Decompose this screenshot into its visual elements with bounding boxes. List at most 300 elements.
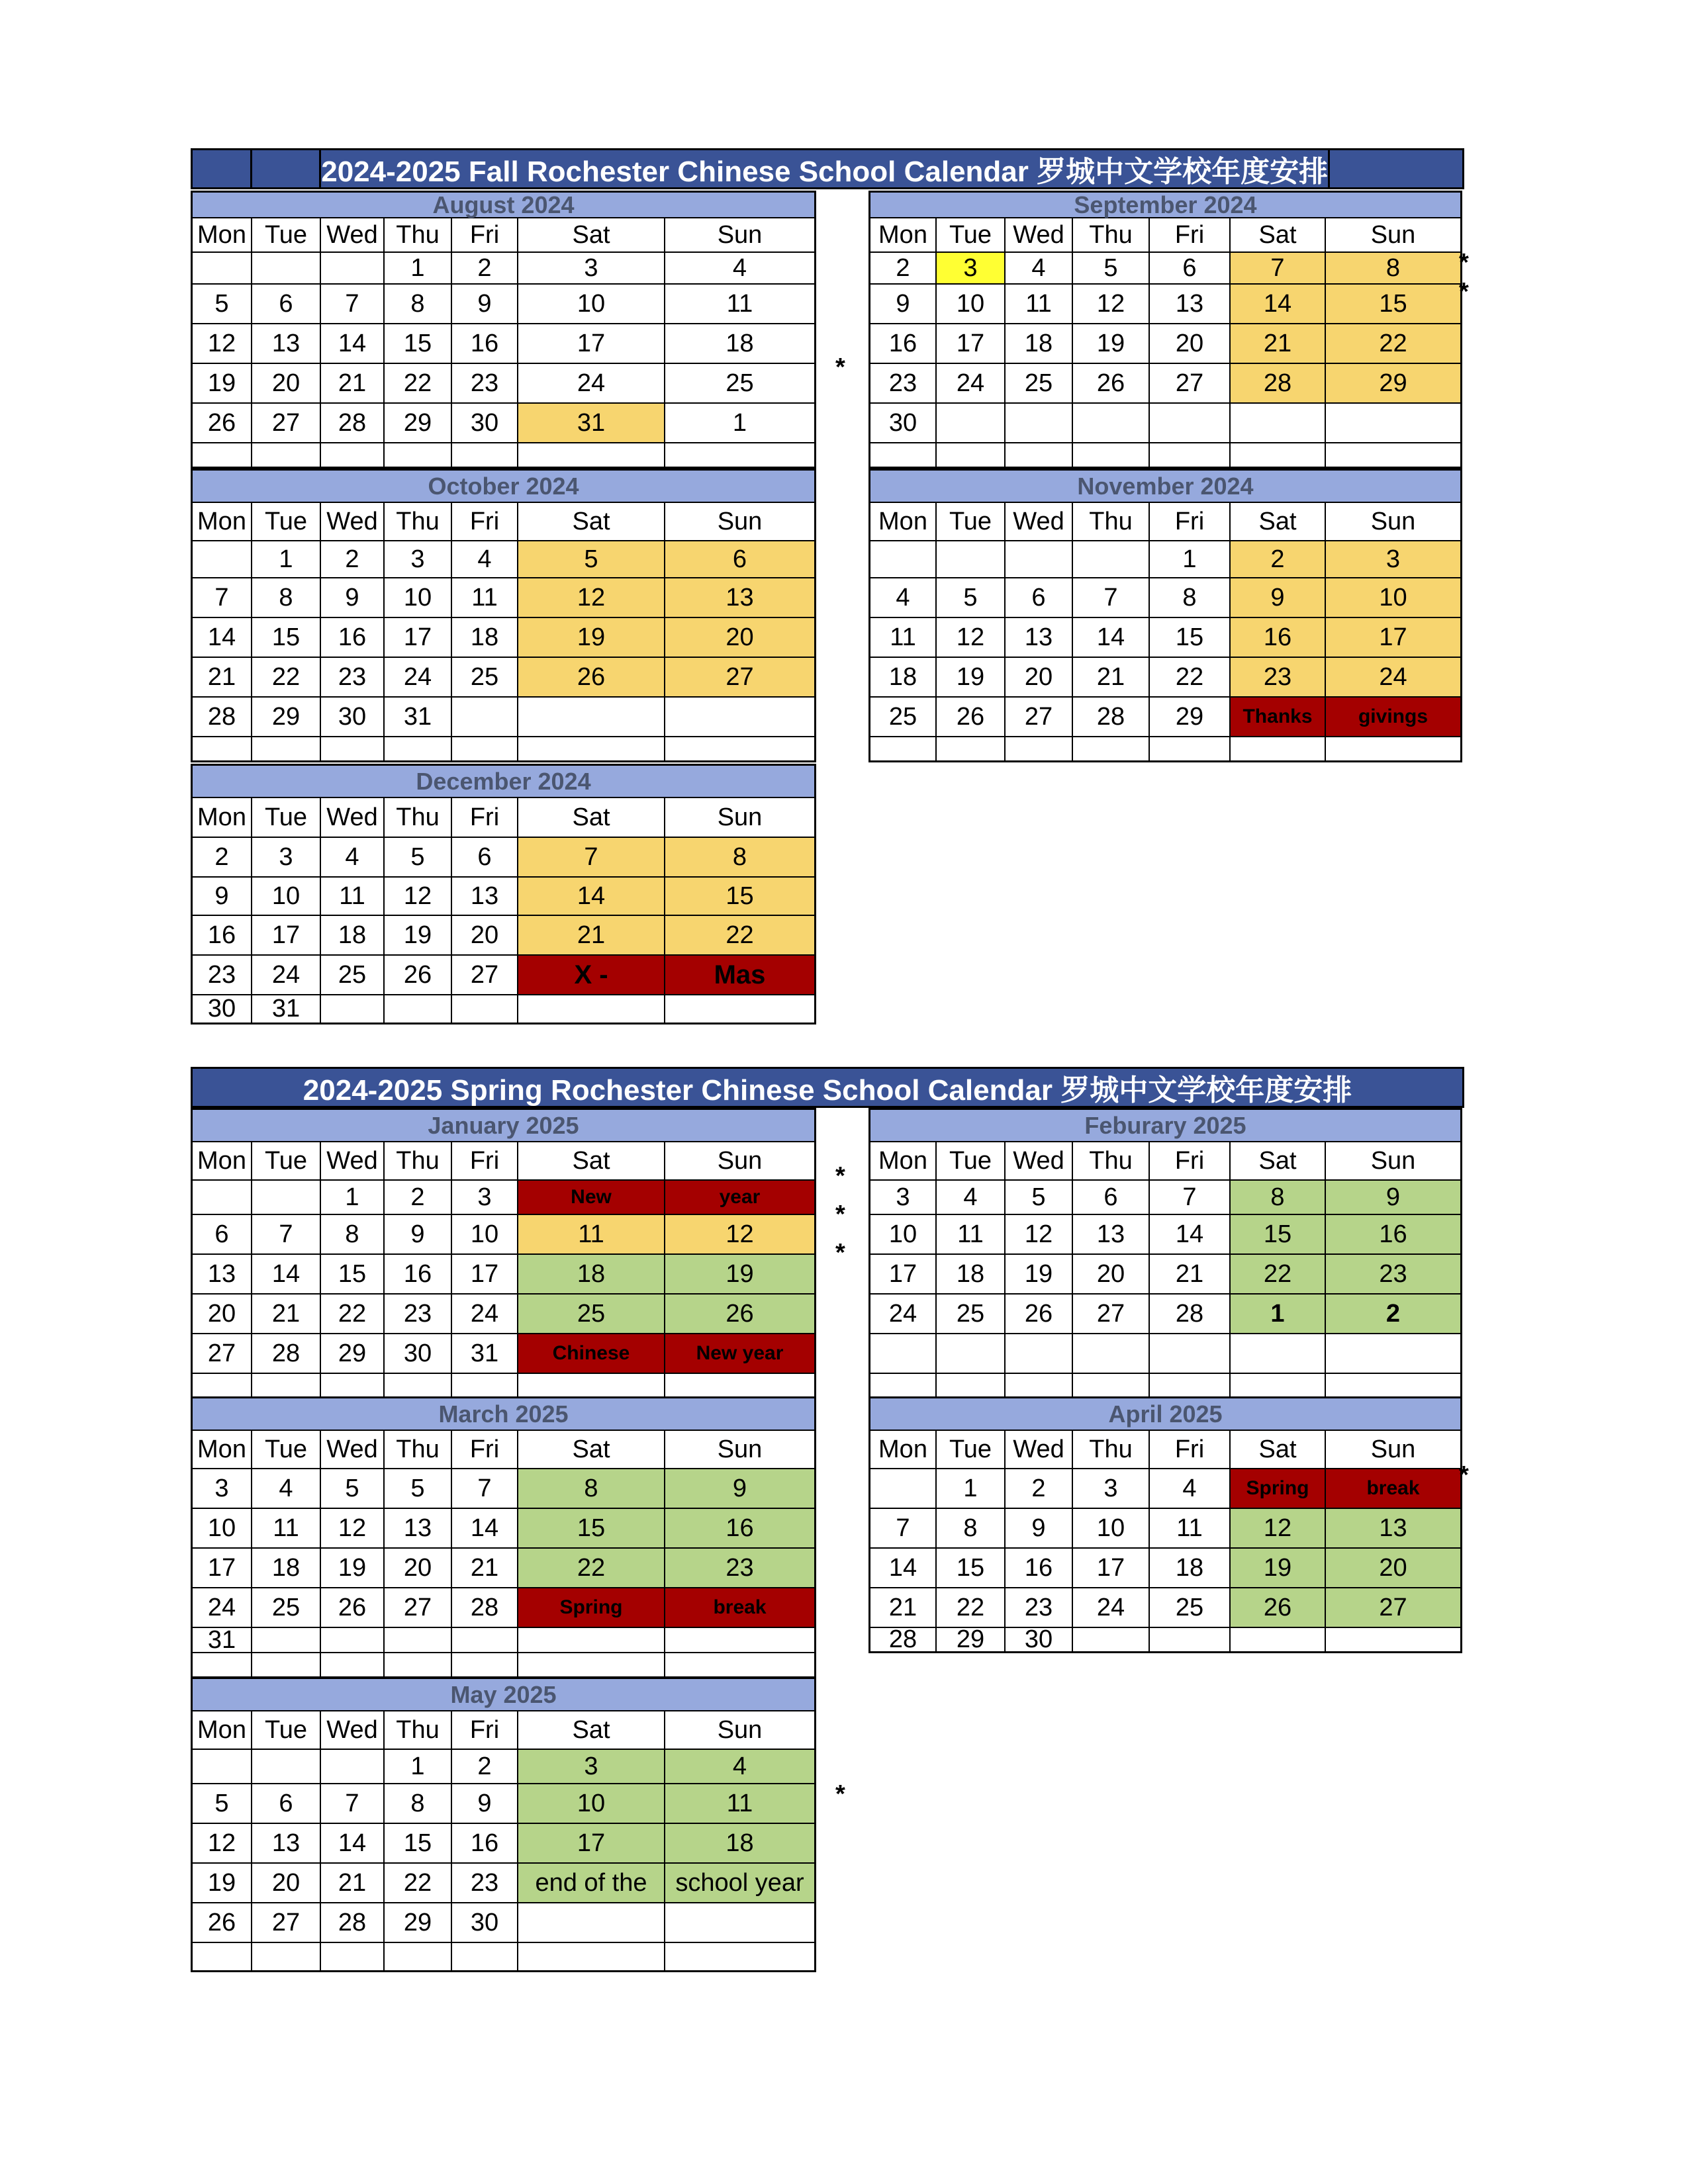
calendar-day-cell: 24 [1326, 658, 1462, 698]
empty-cell [1150, 737, 1231, 762]
empty-cell [252, 253, 321, 285]
empty-cell [1073, 1334, 1150, 1374]
empty-cell [252, 737, 321, 762]
calendar-day-cell: 8 [1231, 1181, 1326, 1215]
day-header-thu: Thu [385, 218, 452, 253]
calendar-day-cell: 7 [1231, 253, 1326, 285]
empty-cell [518, 443, 665, 469]
calendar-day-cell: 6 [252, 1784, 321, 1824]
calendar-day-cell: 28 [1150, 1295, 1231, 1334]
asterisk-note: * [835, 1201, 845, 1228]
calendar-day-cell: 6 [665, 541, 816, 578]
calendar-day-cell: 30 [452, 1903, 518, 1943]
calendar-day-cell: 16 [1006, 1549, 1073, 1588]
calendar-day-cell: year [665, 1181, 816, 1215]
day-header-sat: Sat [518, 503, 665, 541]
calendar-day-cell: 6 [193, 1215, 252, 1255]
calendar-day-cell: 1 [385, 253, 452, 285]
calendar-day-cell: 7 [870, 1509, 937, 1549]
calendar-day-cell: 23 [193, 956, 252, 995]
calendar-day-cell: 30 [385, 1334, 452, 1374]
calendar-day-cell: 19 [518, 618, 665, 658]
day-header-thu: Thu [1073, 218, 1150, 253]
empty-cell [665, 443, 816, 469]
empty-cell [452, 698, 518, 737]
empty-cell [1326, 443, 1462, 469]
day-header-tue: Tue [937, 218, 1006, 253]
day-header-mon: Mon [193, 798, 252, 838]
calendar-day-cell: 25 [321, 956, 385, 995]
calendar-day-cell: 19 [321, 1549, 385, 1588]
calendar-day-cell: 20 [1006, 658, 1073, 698]
calendar-day-cell: 20 [1326, 1549, 1462, 1588]
calendar-day-cell: 9 [452, 285, 518, 324]
calendar-day-cell: Chinese [518, 1334, 665, 1374]
calendar-day-cell: 26 [665, 1295, 816, 1334]
day-header-fri: Fri [452, 503, 518, 541]
calendar-day-cell: 3 [193, 1469, 252, 1509]
calendar-day-cell: 14 [518, 878, 665, 916]
empty-cell [1326, 737, 1462, 762]
empty-cell [937, 541, 1006, 578]
calendar-day-cell: 6 [1150, 253, 1231, 285]
calendar-day-cell: 20 [1150, 324, 1231, 364]
day-header-sun: Sun [665, 798, 816, 838]
calendar-day-cell: 23 [1326, 1255, 1462, 1295]
empty-cell [193, 1943, 252, 1972]
calendar-day-cell: 28 [252, 1334, 321, 1374]
calendar-day-cell: 7 [452, 1469, 518, 1509]
calendar-day-cell: 18 [452, 618, 518, 658]
calendar-day-cell: 25 [870, 698, 937, 737]
calendar-day-cell: 5 [385, 1469, 452, 1509]
empty-cell [870, 1469, 937, 1509]
calendar-day-cell: 28 [870, 1628, 937, 1653]
calendar-day-cell: 15 [518, 1509, 665, 1549]
calendar-day-cell: 2 [1326, 1295, 1462, 1334]
calendar-day-cell: 29 [252, 698, 321, 737]
calendar-day-cell: 20 [385, 1549, 452, 1588]
month-grid [868, 218, 1462, 469]
day-header-wed: Wed [1006, 1142, 1073, 1181]
asterisk-note: * [1459, 1461, 1469, 1489]
day-header-sat: Sat [1231, 503, 1326, 541]
calendar-day-cell: 11 [870, 618, 937, 658]
calendar-day-cell: 18 [252, 1549, 321, 1588]
empty-cell [937, 443, 1006, 469]
calendar-day-cell: 19 [1231, 1549, 1326, 1588]
calendar-day-cell: 3 [870, 1181, 937, 1215]
day-header-thu: Thu [1073, 1431, 1150, 1469]
calendar-day-cell: 12 [665, 1215, 816, 1255]
empty-cell [665, 1943, 816, 1972]
calendar-day-cell: 20 [665, 618, 816, 658]
empty-cell [1231, 1374, 1326, 1399]
empty-cell [252, 443, 321, 469]
calendar-day-cell: 14 [452, 1509, 518, 1549]
day-header-sat: Sat [1231, 218, 1326, 253]
calendar-day-cell: 8 [252, 578, 321, 618]
calendar-day-cell: 12 [321, 1509, 385, 1549]
calendar-day-cell: 29 [1150, 698, 1231, 737]
calendar-day-cell: 4 [665, 253, 816, 285]
title-bar-left-cell [193, 150, 252, 187]
empty-cell [385, 737, 452, 762]
calendar-day-cell: 6 [452, 838, 518, 878]
day-header-sun: Sun [665, 1431, 816, 1469]
calendar-day-cell: 4 [452, 541, 518, 578]
calendar-day-cell: 31 [385, 698, 452, 737]
calendar-day-cell: 21 [252, 1295, 321, 1334]
empty-cell [252, 1628, 321, 1653]
calendar-day-cell: 13 [452, 878, 518, 916]
empty-cell [518, 698, 665, 737]
calendar-day-cell: 9 [321, 578, 385, 618]
calendar-day-cell: 13 [1006, 618, 1073, 658]
day-header-fri: Fri [1150, 1142, 1231, 1181]
month-title: October 2024 [191, 469, 816, 503]
empty-cell [321, 1374, 385, 1399]
calendar-day-cell: 22 [252, 658, 321, 698]
calendar-day-cell: 30 [321, 698, 385, 737]
month-grid [191, 218, 816, 469]
empty-cell [321, 253, 385, 285]
empty-cell [252, 1374, 321, 1399]
empty-cell [1006, 737, 1073, 762]
day-header-tue: Tue [252, 503, 321, 541]
empty-cell [518, 737, 665, 762]
calendar-day-cell: 21 [518, 916, 665, 956]
empty-cell [385, 443, 452, 469]
calendar-day-cell: 2 [452, 1750, 518, 1784]
calendar-day-cell: 12 [193, 324, 252, 364]
calendar-day-cell: 8 [518, 1469, 665, 1509]
calendar-day-cell: 14 [1073, 618, 1150, 658]
empty-cell [665, 1903, 816, 1943]
calendar-day-cell: 1 [385, 1750, 452, 1784]
day-header-mon: Mon [193, 503, 252, 541]
calendar-day-cell: 11 [1006, 285, 1073, 324]
calendar-day-cell: 29 [937, 1628, 1006, 1653]
title-bar-left-cell [252, 150, 321, 187]
calendar-day-cell: 9 [385, 1215, 452, 1255]
calendar-day-cell: 18 [1006, 324, 1073, 364]
calendar-day-cell: 15 [252, 618, 321, 658]
calendar-day-cell: 27 [385, 1588, 452, 1628]
empty-cell [321, 443, 385, 469]
empty-cell [1231, 404, 1326, 443]
calendar-day-cell: 17 [518, 324, 665, 364]
month-block [191, 1108, 816, 1399]
calendar-day-cell: 16 [321, 618, 385, 658]
calendar-day-cell: 26 [937, 698, 1006, 737]
calendar-day-cell: 17 [870, 1255, 937, 1295]
calendar-day-cell: 21 [1150, 1255, 1231, 1295]
calendar-day-cell: 6 [1073, 1181, 1150, 1215]
day-header-wed: Wed [321, 1142, 385, 1181]
day-header-mon: Mon [193, 1142, 252, 1181]
month-grid [191, 1142, 816, 1399]
empty-cell [193, 1181, 252, 1215]
calendar-day-cell: 15 [937, 1549, 1006, 1588]
calendar-day-cell: 5 [1006, 1181, 1073, 1215]
month-block [868, 1108, 1462, 1399]
calendar-day-cell: 21 [870, 1588, 937, 1628]
calendar-day-cell: 10 [937, 285, 1006, 324]
calendar-day-cell: 22 [665, 916, 816, 956]
calendar-day-cell: 3 [1326, 541, 1462, 578]
calendar-day-cell: 19 [193, 1864, 252, 1903]
calendar-day-cell: 30 [1006, 1628, 1073, 1653]
empty-cell [321, 1943, 385, 1972]
calendar-day-cell: 25 [1150, 1588, 1231, 1628]
day-header-fri: Fri [1150, 503, 1231, 541]
day-header-wed: Wed [1006, 1431, 1073, 1469]
calendar-day-cell: 13 [1073, 1215, 1150, 1255]
empty-cell [385, 995, 452, 1024]
calendar-day-cell: 3 [252, 838, 321, 878]
calendar-day-cell: 23 [1006, 1588, 1073, 1628]
day-header-sun: Sun [665, 1142, 816, 1181]
calendar-day-cell: 12 [385, 878, 452, 916]
day-header-tue: Tue [252, 1142, 321, 1181]
calendar-day-cell: 28 [1231, 364, 1326, 404]
calendar-day-cell: 22 [1231, 1255, 1326, 1295]
empty-cell [252, 1181, 321, 1215]
calendar-day-cell: 5 [321, 1469, 385, 1509]
day-header-sun: Sun [665, 1711, 816, 1750]
empty-cell [452, 1943, 518, 1972]
calendar-day-cell: 18 [665, 324, 816, 364]
day-header-sat: Sat [1231, 1142, 1326, 1181]
calendar-day-cell: 26 [321, 1588, 385, 1628]
calendar-day-cell: 24 [252, 956, 321, 995]
month-block [868, 469, 1462, 762]
empty-cell [452, 1628, 518, 1653]
calendar-day-cell: New [518, 1181, 665, 1215]
calendar-day-cell: 8 [385, 1784, 452, 1824]
calendar-day-cell: 9 [1326, 1181, 1462, 1215]
calendar-day-cell: 17 [193, 1549, 252, 1588]
calendar-day-cell: 11 [665, 285, 816, 324]
day-header-sun: Sun [1326, 503, 1462, 541]
month-title: November 2024 [868, 469, 1462, 503]
asterisk-note: * [835, 1239, 845, 1267]
calendar-day-cell: 14 [321, 1824, 385, 1864]
empty-cell [452, 1653, 518, 1678]
calendar-day-cell: 25 [252, 1588, 321, 1628]
month-grid [191, 1431, 816, 1678]
calendar-day-cell: 21 [321, 1864, 385, 1903]
calendar-day-cell: 12 [1073, 285, 1150, 324]
calendar-day-cell: 7 [252, 1215, 321, 1255]
calendar-day-cell: 15 [385, 1824, 452, 1864]
empty-cell [518, 1374, 665, 1399]
empty-cell [193, 1374, 252, 1399]
empty-cell [385, 1374, 452, 1399]
calendar-day-cell: 18 [518, 1255, 665, 1295]
day-header-sat: Sat [518, 1431, 665, 1469]
month-grid [868, 1431, 1462, 1653]
calendar-day-cell: 24 [937, 364, 1006, 404]
empty-cell [1231, 1334, 1326, 1374]
calendar-day-cell: 26 [385, 956, 452, 995]
empty-cell [870, 737, 937, 762]
month-title: May 2025 [191, 1677, 816, 1711]
calendar-day-cell: 25 [937, 1295, 1006, 1334]
empty-cell [193, 1750, 252, 1784]
day-header-tue: Tue [252, 798, 321, 838]
empty-cell [1150, 1628, 1231, 1653]
calendar-day-cell: 12 [937, 618, 1006, 658]
day-header-mon: Mon [870, 1431, 937, 1469]
calendar-day-cell: 19 [1006, 1255, 1073, 1295]
calendar-day-cell: 10 [1073, 1509, 1150, 1549]
empty-cell [193, 737, 252, 762]
calendar-day-cell: 13 [193, 1255, 252, 1295]
calendar-day-cell: 7 [1073, 578, 1150, 618]
empty-cell [665, 737, 816, 762]
calendar-day-cell: 17 [1073, 1549, 1150, 1588]
empty-cell [1231, 737, 1326, 762]
empty-cell [1231, 443, 1326, 469]
calendar-day-cell: 13 [1326, 1509, 1462, 1549]
day-header-fri: Fri [1150, 218, 1231, 253]
calendar-day-cell: 21 [1231, 324, 1326, 364]
calendar-day-cell: 19 [665, 1255, 816, 1295]
asterisk-note: * [835, 1162, 845, 1190]
empty-cell [665, 1653, 816, 1678]
calendar-day-cell: 1 [1231, 1295, 1326, 1334]
calendar-day-cell: 19 [1073, 324, 1150, 364]
calendar-day-cell: 4 [1006, 253, 1073, 285]
calendar-day-cell: 8 [321, 1215, 385, 1255]
calendar-day-cell: 4 [870, 578, 937, 618]
calendar-day-cell: 13 [1150, 285, 1231, 324]
calendar-day-cell: 21 [321, 364, 385, 404]
calendar-day-cell: 17 [452, 1255, 518, 1295]
calendar-day-cell: school year [665, 1864, 816, 1903]
calendar-day-cell: 12 [518, 578, 665, 618]
day-header-mon: Mon [870, 218, 937, 253]
day-header-sun: Sun [665, 503, 816, 541]
day-header-tue: Tue [937, 503, 1006, 541]
calendar-day-cell: 15 [1231, 1215, 1326, 1255]
day-header-fri: Fri [452, 1142, 518, 1181]
calendar-day-cell: 2 [321, 541, 385, 578]
calendar-day-cell: 17 [385, 618, 452, 658]
empty-cell [665, 1374, 816, 1399]
calendar-day-cell: 31 [452, 1334, 518, 1374]
spring-title-bar [191, 1067, 1464, 1108]
empty-cell [252, 1750, 321, 1784]
calendar-day-cell: 26 [1231, 1588, 1326, 1628]
empty-cell [193, 253, 252, 285]
calendar-day-cell: 13 [252, 1824, 321, 1864]
month-title: January 2025 [191, 1108, 816, 1142]
empty-cell [1006, 1374, 1073, 1399]
calendar-day-cell: 8 [385, 285, 452, 324]
calendar-day-cell: 15 [385, 324, 452, 364]
calendar-day-cell: Thanks [1231, 698, 1326, 737]
empty-cell [870, 541, 937, 578]
day-header-tue: Tue [252, 218, 321, 253]
calendar-day-cell: 27 [1150, 364, 1231, 404]
calendar-day-cell: 15 [321, 1255, 385, 1295]
calendar-day-cell: 13 [252, 324, 321, 364]
calendar-day-cell: 2 [385, 1181, 452, 1215]
month-title: August 2024 [191, 191, 816, 218]
calendar-day-cell: 17 [518, 1824, 665, 1864]
calendar-day-cell: 14 [321, 324, 385, 364]
month-grid [191, 1711, 816, 1972]
empty-cell [1326, 1628, 1462, 1653]
empty-cell [385, 1628, 452, 1653]
calendar-day-cell: 31 [518, 404, 665, 443]
asterisk-note: * [835, 1780, 845, 1808]
empty-cell [452, 1374, 518, 1399]
calendar-day-cell: 24 [518, 364, 665, 404]
calendar-day-cell: 17 [937, 324, 1006, 364]
calendar-day-cell: 23 [321, 658, 385, 698]
empty-cell [870, 1374, 937, 1399]
day-header-wed: Wed [321, 1431, 385, 1469]
empty-cell [1006, 1334, 1073, 1374]
month-block [191, 469, 816, 762]
empty-cell [518, 1628, 665, 1653]
calendar-day-cell: 3 [937, 253, 1006, 285]
day-header-fri: Fri [452, 1711, 518, 1750]
calendar-day-cell: 15 [665, 878, 816, 916]
calendar-day-cell: 7 [321, 285, 385, 324]
calendar-day-cell: 25 [1006, 364, 1073, 404]
calendar-day-cell: 2 [870, 253, 937, 285]
calendar-day-cell: 30 [452, 404, 518, 443]
month-grid [868, 503, 1462, 762]
calendar-day-cell: New year [665, 1334, 816, 1374]
empty-cell [937, 1374, 1006, 1399]
day-header-sun: Sun [1326, 1431, 1462, 1469]
calendar-day-cell: 15 [1150, 618, 1231, 658]
calendar-day-cell: 6 [252, 285, 321, 324]
calendar-day-cell: 30 [870, 404, 937, 443]
calendar-day-cell: 7 [518, 838, 665, 878]
month-title: December 2024 [191, 764, 816, 798]
calendar-day-cell: 29 [1326, 364, 1462, 404]
month-block [191, 1396, 816, 1678]
day-header-sat: Sat [518, 798, 665, 838]
calendar-day-cell: 8 [665, 838, 816, 878]
calendar-day-cell: 25 [518, 1295, 665, 1334]
calendar-day-cell: 22 [385, 364, 452, 404]
calendar-day-cell: 10 [870, 1215, 937, 1255]
empty-cell [1150, 1334, 1231, 1374]
calendar-day-cell: 3 [518, 253, 665, 285]
day-header-wed: Wed [321, 798, 385, 838]
calendar-day-cell: 30 [193, 995, 252, 1024]
day-header-fri: Fri [1150, 1431, 1231, 1469]
month-grid [191, 503, 816, 762]
calendar-day-cell: 7 [193, 578, 252, 618]
empty-cell [321, 737, 385, 762]
calendar-day-cell: 25 [452, 658, 518, 698]
day-header-tue: Tue [937, 1431, 1006, 1469]
calendar-day-cell: 14 [193, 618, 252, 658]
calendar-day-cell: 9 [452, 1784, 518, 1824]
empty-cell [1073, 404, 1150, 443]
calendar-day-cell: 3 [1073, 1469, 1150, 1509]
calendar-day-cell: 12 [1231, 1509, 1326, 1549]
